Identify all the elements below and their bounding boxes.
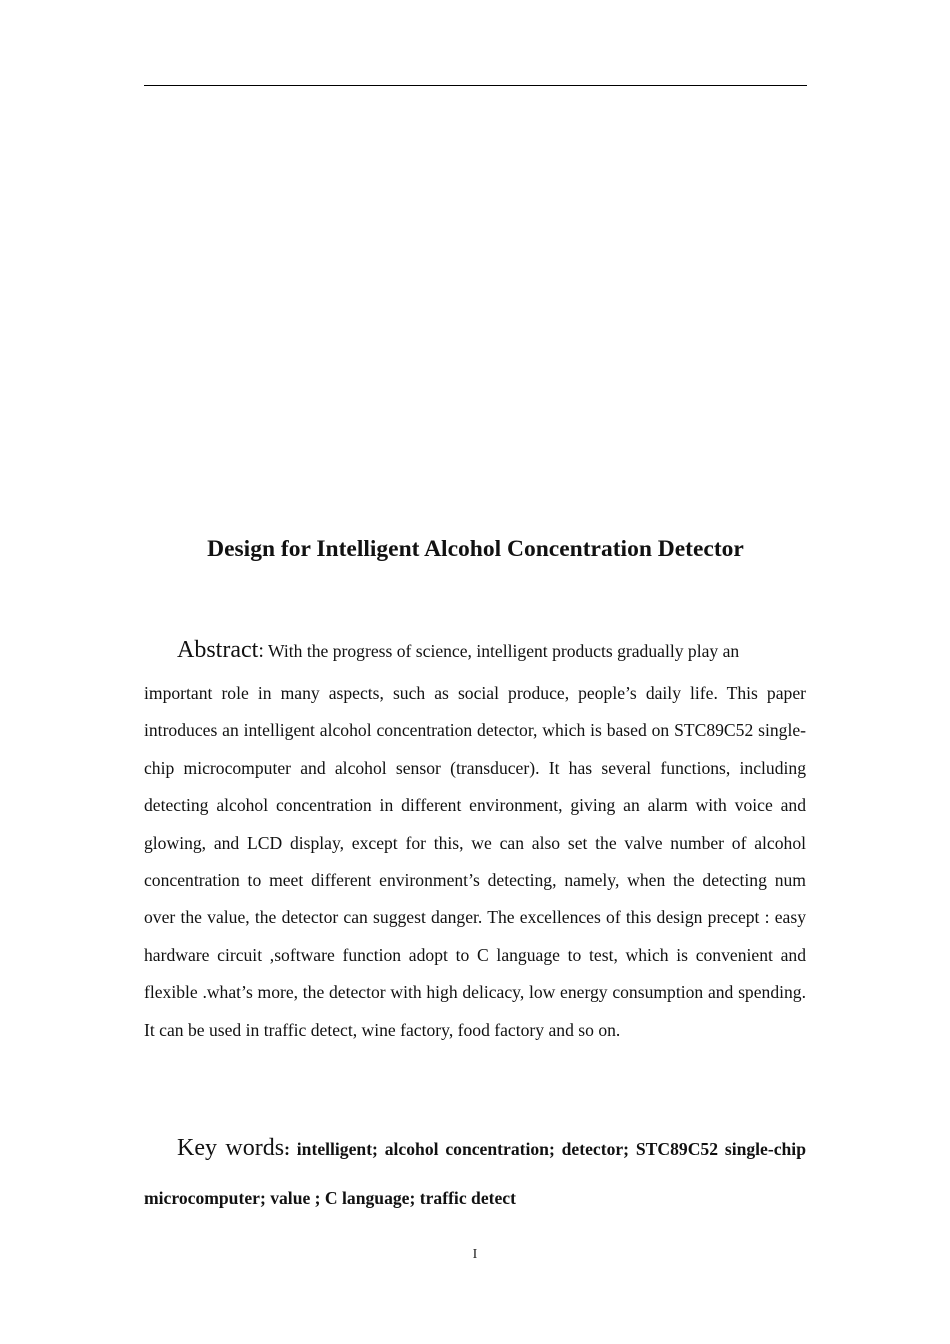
header-rule bbox=[144, 85, 807, 86]
abstract-body: important role in many aspects, such as social produce, people’s daily life. This paper introduces an intelligent alcohol concentration detector, which is based on STC89C52 single-chip microcomputer and alcohol sensor (transducer). It has several functions, including detecting alcohol concentration in different environment, giving an alarm with voice and glowing, and LCD display, except for this, we can also set the valve number of alcohol concentration to meet different environment’s detecting, namely, when the detecting num over the value, the detector can suggest danger. The excellences of this design precept : easy hardware circuit ,software function adopt to C language to test, which is convenient and flexible .what’s more, the detector with high delicacy, low energy consumption and spending. It can be used in traffic detect, wine factory, food factory and so on. bbox=[144, 683, 806, 1040]
abstract-first-line bbox=[144, 628, 806, 675]
page-number: I bbox=[472, 1247, 478, 1262]
keywords-section bbox=[144, 1124, 806, 1223]
abstract-section bbox=[144, 628, 806, 1049]
abstract-colon: : bbox=[258, 640, 264, 662]
abstract-label: Abstract bbox=[177, 637, 259, 663]
keywords-label: Key words bbox=[177, 1135, 285, 1161]
keywords-colon: : bbox=[284, 1139, 290, 1159]
abstract-first-line-text: With the progress of science, intelligent products gradually play an bbox=[263, 641, 740, 661]
document-title: Design for Intelligent Alcohol Concentration Detector bbox=[207, 536, 744, 562]
keywords-text: intelligent; alcohol concentration; detector; STC89C52 single-chip microcomputer; value ; C language; traffic detect bbox=[144, 1139, 806, 1208]
